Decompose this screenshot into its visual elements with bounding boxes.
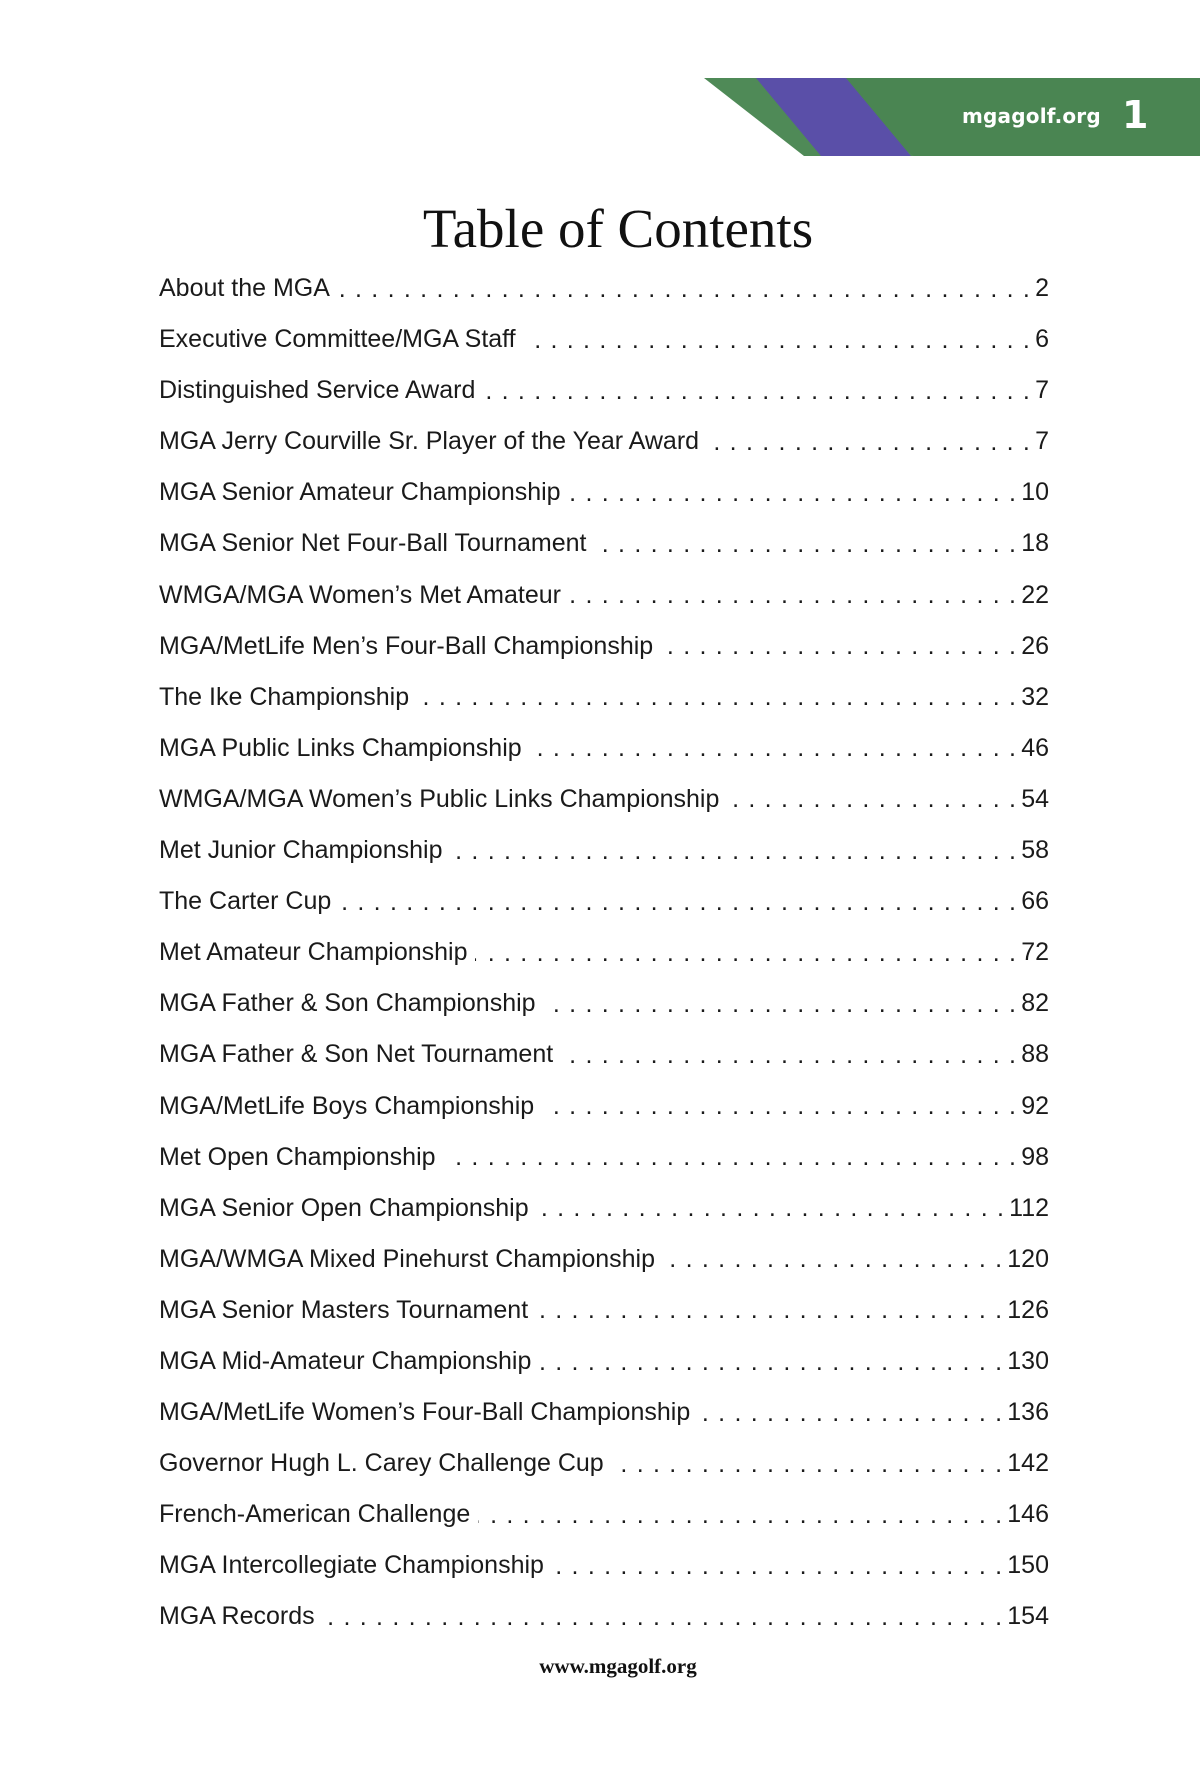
toc-dot-leader — [661, 631, 1017, 661]
toc-entry[interactable] — [159, 365, 1049, 416]
page-title: Table of Contents — [422, 198, 814, 259]
toc-entry[interactable] — [159, 1285, 1049, 1336]
toc-entry[interactable] — [159, 1029, 1049, 1080]
toc-dot-leader — [338, 274, 1031, 304]
toc-entry-page: 92 — [1021, 1091, 1049, 1120]
toc-entry-page: 120 — [1007, 1244, 1049, 1273]
toc-list — [159, 263, 1049, 1643]
toc-entry[interactable] — [159, 978, 1049, 1029]
toc-entry-page: 88 — [1021, 1040, 1049, 1069]
toc-dot-leader — [339, 887, 1017, 917]
toc-entry[interactable] — [159, 723, 1049, 774]
toc-entry-page: 82 — [1021, 989, 1049, 1018]
toc-entry[interactable] — [159, 774, 1049, 825]
toc-entry-label: Distinguished Service Award — [159, 376, 476, 405]
toc-entry-label: French-American Challenge — [159, 1500, 471, 1529]
toc-entry[interactable] — [159, 1132, 1049, 1183]
footer-url: www.mgagolf.org — [539, 1654, 697, 1678]
toc-entry[interactable] — [159, 570, 1049, 621]
toc-entry[interactable] — [159, 1438, 1049, 1489]
toc-entry-label: Executive Committee/MGA Staff — [159, 325, 516, 354]
toc-dot-leader — [569, 580, 1017, 610]
toc-entry-page: 112 — [1009, 1193, 1049, 1222]
toc-dot-leader — [542, 1091, 1017, 1121]
toc-entry-page: 136 — [1007, 1398, 1049, 1427]
toc-dot-leader — [524, 325, 1031, 355]
toc-dot-leader — [663, 1244, 1003, 1274]
toc-entry-page: 46 — [1021, 733, 1049, 762]
toc-dot-leader — [450, 836, 1017, 866]
toc-entry-label: About the MGA — [159, 274, 330, 302]
toc-entry[interactable] — [159, 416, 1049, 467]
toc-entry-page: 22 — [1021, 580, 1049, 609]
toc-entry-page: 142 — [1007, 1449, 1049, 1478]
toc-entry[interactable] — [159, 1591, 1049, 1642]
toc-entry-label: MGA/MetLife Men’s Four-Ball Championship — [159, 631, 654, 660]
toc-dot-leader — [544, 989, 1018, 1019]
toc-entry-page: 146 — [1007, 1500, 1049, 1529]
toc-entry-label: Met Junior Championship — [159, 836, 443, 865]
toc-entry-label: WMGA/MGA Women’s Met Amateur — [159, 580, 561, 609]
toc-dot-leader — [727, 784, 1017, 814]
toc-dot-leader — [552, 1551, 1003, 1581]
toc-entry-label: MGA Jerry Courville Sr. Player of the Year Award — [159, 427, 700, 456]
toc-entry-page: 98 — [1021, 1142, 1049, 1171]
toc-entry-label: MGA Records — [159, 1602, 315, 1631]
toc-dot-leader — [698, 1398, 1003, 1428]
toc-entry[interactable] — [159, 672, 1049, 723]
toc-entry-page: 2 — [1035, 274, 1049, 302]
toc-entry[interactable] — [159, 1540, 1049, 1591]
toc-dot-leader — [539, 1347, 1003, 1377]
toc-dot-leader — [536, 1295, 1003, 1325]
toc-entry-label: MGA Father & Son Championship — [159, 989, 536, 1018]
toc-dot-leader — [530, 733, 1018, 763]
header-page-number: 1 — [1122, 93, 1149, 137]
toc-entry-page: 150 — [1007, 1551, 1049, 1580]
toc-entry-label: MGA Father & Son Net Tournament — [159, 1040, 554, 1069]
toc-entry[interactable] — [159, 1387, 1049, 1438]
toc-entry-label: MGA/MetLife Women’s Four-Ball Championship — [159, 1398, 691, 1427]
toc-entry-page: 58 — [1021, 836, 1049, 865]
toc-entry-page: 54 — [1021, 784, 1049, 813]
toc-dot-leader — [323, 1602, 1004, 1632]
toc-dot-leader — [475, 938, 1017, 968]
toc-entry-page: 7 — [1035, 376, 1049, 405]
toc-entry-label: Met Amateur Championship — [159, 938, 468, 967]
toc-dot-leader — [417, 682, 1017, 712]
toc-entry-page: 26 — [1021, 631, 1049, 660]
toc-entry-page: 72 — [1021, 938, 1049, 967]
toc-dot-leader — [569, 478, 1018, 508]
toc-entry-label: Governor Hugh L. Carey Challenge Cup — [159, 1449, 604, 1478]
toc-entry-label: MGA Senior Net Four-Ball Tournament — [159, 529, 587, 558]
toc-entry-label: MGA/MetLife Boys Championship — [159, 1091, 535, 1120]
toc-entry-page: 32 — [1021, 682, 1049, 711]
toc-dot-leader — [612, 1449, 1004, 1479]
toc-entry-label: WMGA/MGA Women’s Public Links Championship — [159, 784, 720, 813]
toc-dot-leader — [483, 376, 1031, 406]
toc-dot-leader — [444, 1142, 1018, 1172]
toc-entry-page: 18 — [1021, 529, 1049, 558]
toc-dot-leader — [561, 1040, 1017, 1070]
toc-entry-label: MGA Senior Amateur Championship — [159, 478, 561, 507]
toc-entry[interactable] — [159, 314, 1049, 365]
toc-entry[interactable] — [159, 1081, 1049, 1132]
toc-entry-label: MGA Intercollegiate Championship — [159, 1551, 544, 1580]
header-site-label: mgagolf.org — [962, 104, 1101, 128]
toc-entry[interactable] — [159, 1234, 1049, 1285]
toc-entry-label: Met Open Championship — [159, 1142, 436, 1171]
toc-entry-label: MGA Mid-Amateur Championship — [159, 1346, 532, 1375]
toc-entry-page: 154 — [1007, 1602, 1049, 1631]
toc-entry-page: 6 — [1035, 325, 1049, 354]
toc-entry[interactable] — [159, 927, 1049, 978]
toc-dot-leader — [595, 529, 1018, 559]
toc-entry[interactable] — [159, 263, 1049, 314]
toc-entry[interactable] — [159, 825, 1049, 876]
toc-entry-label: MGA Senior Masters Tournament — [159, 1295, 529, 1324]
toc-dot-leader — [537, 1193, 1005, 1223]
toc-entry[interactable] — [159, 518, 1049, 569]
toc-entry[interactable] — [159, 467, 1049, 518]
toc-entry-label: MGA/WMGA Mixed Pinehurst Championship — [159, 1244, 656, 1273]
toc-entry[interactable] — [159, 1183, 1049, 1234]
toc-entry-page: 66 — [1021, 887, 1049, 916]
toc-entry-page: 7 — [1035, 427, 1049, 456]
toc-dot-leader — [707, 427, 1031, 457]
toc-entry-label: The Carter Cup — [159, 887, 332, 916]
toc-entry[interactable] — [159, 1336, 1049, 1387]
toc-entry[interactable] — [159, 876, 1049, 927]
toc-entry-label: MGA Public Links Championship — [159, 733, 522, 762]
toc-dot-leader — [478, 1500, 1003, 1530]
toc-entry-label: MGA Senior Open Championship — [159, 1193, 529, 1222]
toc-entry-page: 10 — [1021, 478, 1049, 507]
toc-entry[interactable] — [159, 1489, 1049, 1540]
toc-entry-label: The Ike Championship — [159, 682, 410, 711]
toc-entry-page: 130 — [1007, 1346, 1049, 1375]
toc-entry[interactable] — [159, 621, 1049, 672]
toc-entry-page: 126 — [1007, 1295, 1049, 1324]
